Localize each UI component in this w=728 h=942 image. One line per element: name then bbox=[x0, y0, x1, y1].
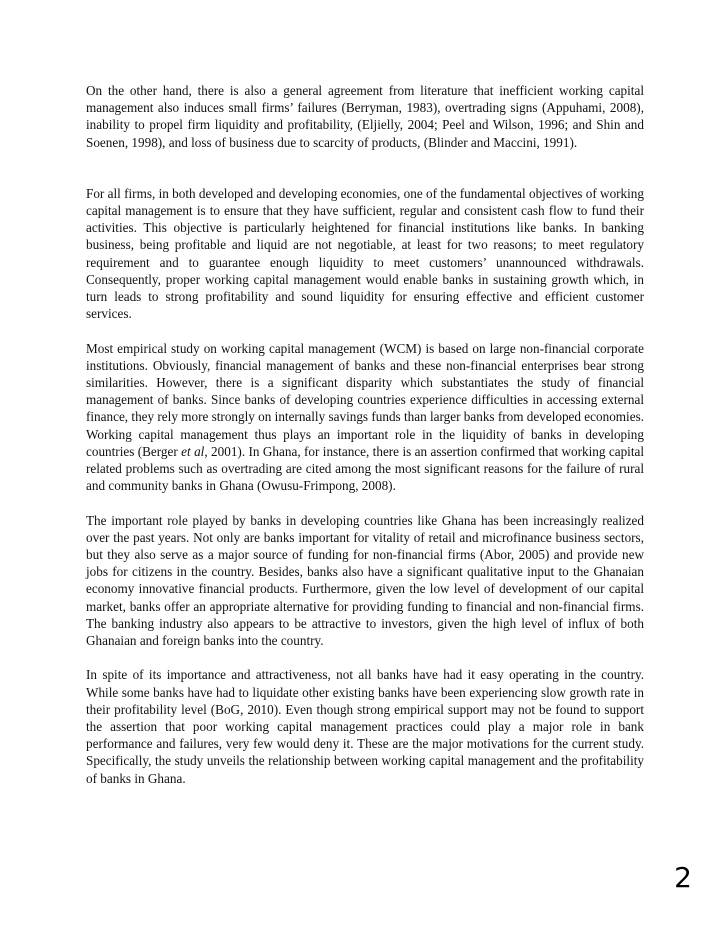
paragraph-empirical-study-part-2: , 2001). In Ghana, for instance, there is an assertion confirmed that working capital related problems such as overtrading are cited among the most significant reasons for the failure of rural and community banks in Ghana (Owusu-Frimpong, 2008). bbox=[86, 443, 645, 494]
paragraph-empirical-study bbox=[86, 340, 644, 495]
page-number: 2 bbox=[674, 861, 692, 894]
paragraph-failures: On the other hand, there is also a general agreement from literature that inefficient working capital management also induces small firms’ failures (Berryman, 1983), overtrading signs (Appuhami, 2008), inability to propel firm liquidity and profitability, (Eljielly, 2004; Peel and Wilson, 1996; and Shin and Soenen, 1998), and loss of business due to scarcity of products, (Blinder and Maccini, 1991). bbox=[86, 83, 644, 150]
citation-et-al: et al bbox=[181, 443, 205, 459]
paragraph-motivation: In spite of its importance and attractiveness, not all banks have had it easy operating in the country. While some banks have had to liquidate other existing banks have been experiencing slow growth rate in their profitability level (BoG, 2010). Even though strong empirical support may not be found to support the assertion that poor working capital management practices could play a major role in bank performance and failures, very few would deny it. These are the major motivations for the current study. Specifically, the study unveils the relationship between working capital management and the profitability of banks in Ghana. bbox=[86, 667, 644, 786]
document-page bbox=[86, 82, 644, 787]
paragraph-role-of-banks: The important role played by banks in developing countries like Ghana has been increasingly realized over the past years. Not only are banks important for vitality of retail and microfinance business sectors, but they also serve as a major source of funding for non-financial firms (Abor, 2005) and provide new jobs for citizens in the country. Besides, banks also have a significant qualitative input to the Ghanaian economy innovative financial products. Furthermore, given the low level of development of our capital market, banks offer an appropriate alternative for providing funding to financial and non-financial firms. The banking industry also appears to be attractive to investors, given the high level of influx of both Ghanaian and foreign banks into the country. bbox=[86, 512, 644, 649]
paragraph-empirical-study-part-1: Most empirical study on working capital management (WCM) is based on large non-financial corporate institutions. Obviously, financial management of banks and these non-financial enterprises bear strong similarities. However, there is a significant disparity which substantiates the study of financial management of banks. Since banks of developing countries experience difficulties in accessing external finance, they rely more strongly on internally savings funds than larger banks from developed economies. Working capital management thus plays an important role in the liquidity of banks in developing countries (Berger bbox=[86, 340, 644, 459]
paragraph-objectives: For all firms, in both developed and developing economies, one of the fundamental objectives of working capital management is to ensure that they have sufficient, regular and consistent cash flow to fund their activities. This objective is particularly heightened for financial institutions like banks. In banking business, being profitable and liquid are not negotiable, at least for two reasons; to meet regulatory requirement and to guarantee enough liquidity to meet customers’ unannounced withdrawals. Consequently, proper working capital management would enable banks in sustaining growth which, in turn leads to strong profitability and sound liquidity for ensuring effective and efficient customer services. bbox=[86, 185, 644, 322]
